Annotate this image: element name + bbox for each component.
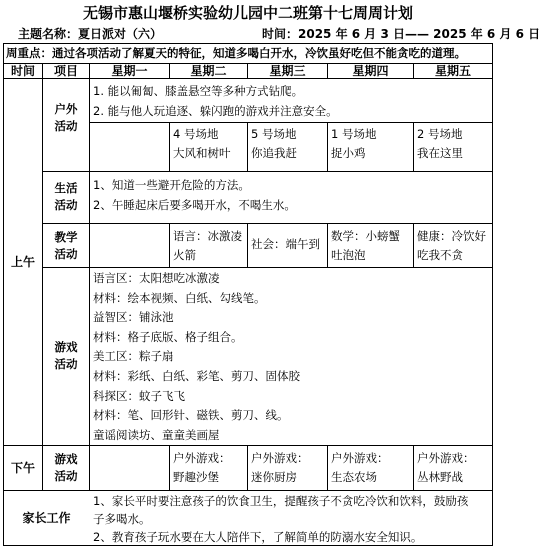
parent-work-notes: 1、家长平时要注意孩子的饮食卫生，提醒孩子不贪吃冷饮和饮料，鼓励孩 子多喝水。 2、教育孩子玩水要在大人陪伴下，了解简单的防溺水安全知识。 [93, 494, 469, 544]
game-line: 科探区：蚊子飞飞 [93, 388, 185, 403]
game-line: 童谣阅读坊、童童美画屋 [93, 427, 220, 442]
life-goals: 1、知道一些避开危险的方法。 2、午睡起床后要多喝开水，不喝生水。 [93, 178, 296, 212]
game-line: 材料：绘本视频、白纸、勾线笔。 [93, 290, 266, 305]
game-line: 材料：笔、回形针、磁铁、剪刀、线。 [93, 408, 289, 423]
teaching-label: 教学 活动 [54, 230, 78, 261]
pm-game-label: 游戏 活动 [54, 452, 78, 483]
header-time: 时间 [10, 63, 35, 78]
header-tuesday: 星期二 [190, 63, 227, 78]
header-friday: 星期五 [434, 63, 471, 78]
date-range: 时间：2025 年 6 月 3 日—— 2025 年 6 月 6 日 [262, 27, 540, 41]
outdoor-wednesday: 5 号场地 你追我赶 [251, 127, 297, 160]
outdoor-goals [93, 81, 491, 121]
teaching-wednesday: 社会：端午到 [251, 237, 320, 251]
life-label: 生活 活动 [54, 181, 78, 212]
time-morning: 上午 [10, 254, 35, 269]
theme-label: 主题名称：夏日派对（六） [18, 27, 163, 41]
outdoor-label: 户外 活动 [54, 102, 78, 133]
header-thursday: 星期四 [352, 63, 389, 78]
pm-game-thursday: 户外游戏： 生态农场 [331, 451, 389, 484]
game-label: 游戏 活动 [54, 340, 78, 371]
teaching-friday: 健康：冷饮好 吃我不贪 [417, 229, 486, 262]
outdoor-friday: 2 号场地 我在这里 [417, 127, 463, 160]
game-line: 材料：格子底版、格子组合。 [93, 329, 243, 344]
header-item: 项目 [53, 63, 78, 78]
pm-game-wednesday: 户外游戏： 迷你厨房 [251, 451, 309, 484]
plan-title: 无锡市惠山堰桥实验幼儿园中二班第十七周周计划 [82, 4, 413, 22]
game-line: 语言区：太阳想吃冰激凌 [93, 271, 220, 285]
game-areas [93, 269, 491, 445]
outdoor-thursday: 1 号场地 捉小鸡 [331, 127, 377, 160]
outdoor-tuesday: 4 号场地 大风和树叶 [173, 127, 231, 160]
pm-game-tuesday: 户外游戏： 野趣沙堡 [173, 451, 231, 484]
plan-table [3, 43, 493, 546]
header-wednesday: 星期三 [269, 63, 306, 78]
pm-game-friday: 户外游戏： 丛林野战 [417, 451, 475, 484]
outdoor-goal: 2. 能与他人玩追逐、躲闪跑的游戏并注意安全。 [93, 104, 338, 118]
parent-work-label: 家长工作 [22, 511, 71, 525]
teaching-thursday: 数学：小螃蟹 吐泡泡 [331, 229, 400, 262]
teaching-tuesday: 语言：冰激凌 火箭 [173, 229, 242, 262]
header-monday: 星期一 [111, 63, 148, 78]
game-line: 材料：彩纸、白纸、彩笔、剪刀、固体胶 [93, 368, 300, 383]
game-line: 益智区：铺泳池 [93, 310, 174, 325]
game-line: 美工区：粽子扇 [93, 349, 174, 364]
outdoor-goal: 1. 能以匍匐、膝盖悬空等多种方式钻爬。 [93, 84, 304, 98]
time-afternoon: 下午 [10, 460, 35, 475]
weekly-focus: 周重点：通过各项活动了解夏天的特征，知道多喝白开水，冷饮虽好吃但不能贪吃的道理。 [6, 46, 466, 60]
